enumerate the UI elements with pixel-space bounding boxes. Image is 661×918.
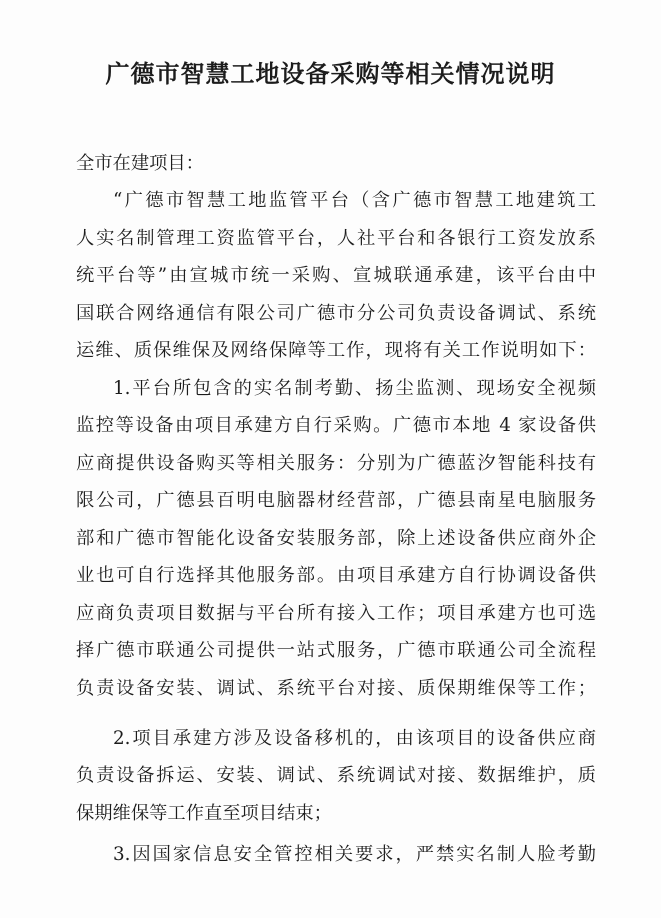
paragraph-line: 统平台等”由宣城市统一采购、宣城联通承建，该平台由中 <box>76 265 596 286</box>
paragraph-line: 国联合网络通信有限公司广德市分公司负责设备调试、系统 <box>76 303 596 324</box>
paragraph-line: “广德市智慧工地监管平台（含广德市智慧工地建筑工 <box>113 190 596 211</box>
paragraph-line: 监控等设备由项目承建方自行采购。广德市本地 4 家设备供 <box>76 415 596 436</box>
paragraph-line: 应商负责项目数据与平台所有接入工作；项目承建方也可选 <box>76 603 596 624</box>
paragraph-line: 2.项目承建方涉及设备移机的，由该项目的设备供应商 <box>113 728 596 749</box>
paragraph-line: 1.平台所包含的实名制考勤、扬尘监测、现场安全视频 <box>113 378 596 399</box>
paragraph-line: 应商提供设备购买等相关服务：分别为广德蓝汐智能科技有 <box>76 453 596 474</box>
paragraph-line: 负责设备拆运、安装、调试、系统调试对接、数据维护，质 <box>76 765 596 786</box>
paragraph-line: 保期维保等工作直至项目结束； <box>76 803 332 824</box>
paragraph-line: 限公司，广德县百明电脑器材经营部，广德县南星电脑服务 <box>76 490 596 511</box>
paragraph-line: 人实名制管理工资监管平台，人社平台和各银行工资发放系 <box>76 228 596 249</box>
document-title: 广德市智慧工地设备采购等相关情况说明 <box>105 60 556 88</box>
paragraph-line: 3.因国家信息安全管控相关要求，严禁实名制人脸考勤 <box>113 844 596 865</box>
paragraph-line: 业也可自行选择其他服务部。由项目承建方自行协调设备供 <box>76 565 596 586</box>
salutation: 全市在建项目： <box>76 153 204 174</box>
paragraph-line: 负责设备安装、调试、系统平台对接、质保期维保等工作； <box>76 678 596 699</box>
paragraph-line: 运维、质保维保及网络保障等工作，现将有关工作说明如下： <box>76 340 596 361</box>
paragraph-line: 部和广德市智能化设备安装服务部，除上述设备供应商外企 <box>76 528 596 549</box>
paragraph-line: 择广德市联通公司提供一站式服务，广德市联通公司全流程 <box>76 640 596 661</box>
